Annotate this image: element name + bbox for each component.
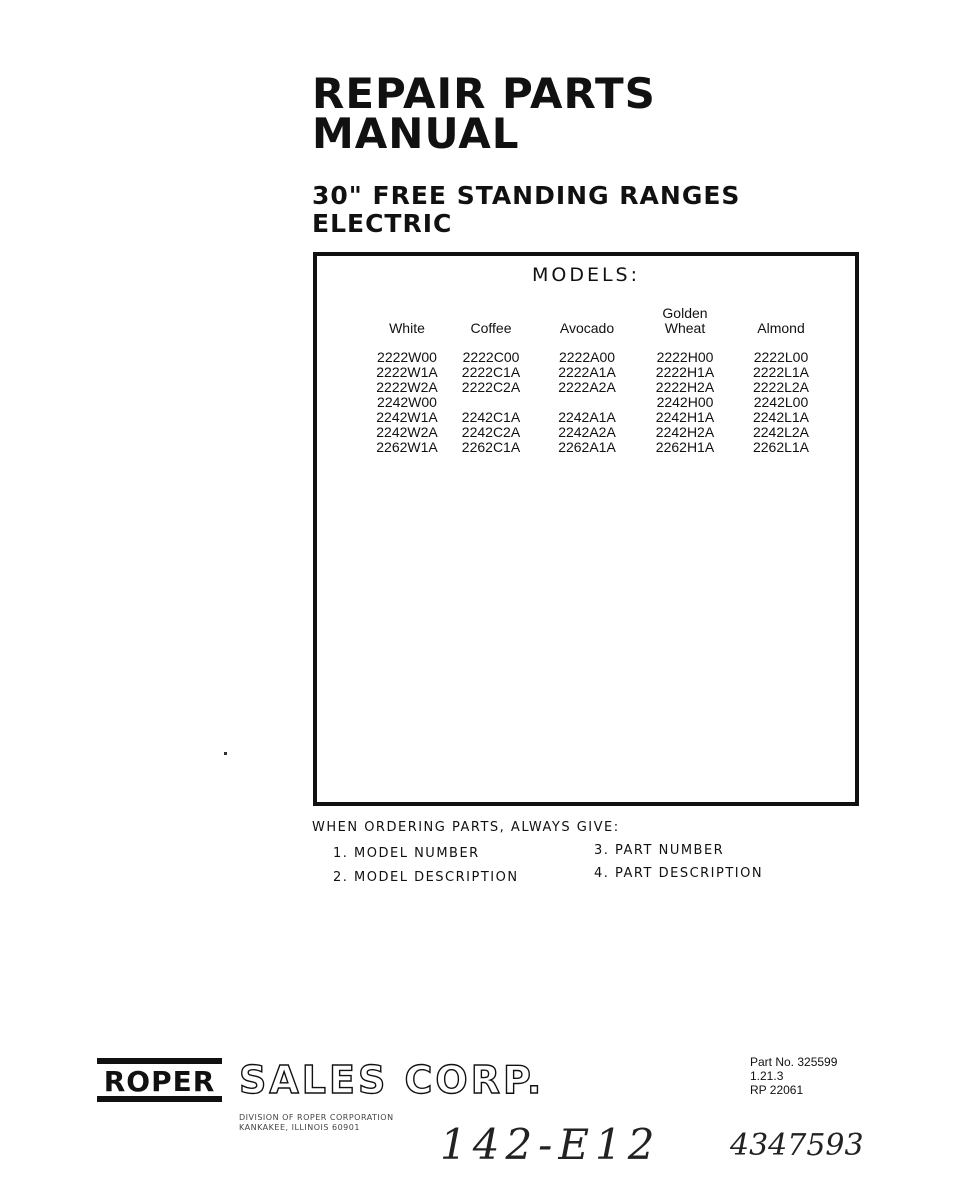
page-subtitle [312,182,740,238]
part-number-block [750,1055,837,1097]
models-heading: MODELS: [531,264,641,286]
model-number: 2222A2A [558,379,616,395]
model-number: 2222L00 [753,349,809,365]
model-number: 2242L1A [752,409,810,425]
model-number: 2262H1A [655,439,715,455]
model-number: 2222C2A [461,379,521,395]
model-number: 2222W1A [376,364,438,380]
model-number: 2242A1A [558,409,616,425]
model-number: 2262C1A [461,439,521,455]
column-header: Avocado [559,320,615,336]
models-box [313,252,859,806]
handwritten-note-2: 4347593 [730,1128,864,1163]
ordering-item-1: 1. MODEL NUMBER [333,846,480,861]
models-column-almond [741,302,821,455]
model-number: 2222H00 [656,349,714,365]
model-number: 2242L00 [753,394,809,410]
handwritten-note-1: 142-E12 [440,1120,661,1169]
model-number: 2222L1A [752,364,810,380]
model-number: 2242H2A [655,424,715,440]
roper-logo-text: ROPER [103,1065,216,1098]
subtitle-line-2: ELECTRIC [312,209,453,238]
ordering-intro: WHEN ORDERING PARTS, ALWAYS GIVE: [312,820,620,835]
model-number [547,395,627,410]
model-number: 2242C1A [461,409,521,425]
model-number: 2222H1A [655,364,715,380]
model-number: 2242H1A [655,409,715,425]
model-number: 2222H2A [655,379,715,395]
model-number: 2242W00 [377,394,437,410]
model-number: 2222L2A [752,379,810,395]
roper-logo [97,1058,222,1102]
models-column-coffee [451,302,531,455]
column-header: Golden Wheat [662,305,708,336]
model-number: 2222A00 [558,349,616,365]
page-title [312,69,656,158]
title-line-2: MANUAL [312,109,520,158]
column-header: Coffee [470,320,512,336]
model-number: 2222C1A [461,364,521,380]
model-number: 2262L1A [752,439,810,455]
model-number: 2262A1A [558,439,616,455]
company-name: SALES CORP. [239,1058,545,1102]
column-header: White [389,320,425,336]
revision: 1.21.3 [750,1069,784,1083]
model-number: 2222W2A [376,379,438,395]
models-column-golden-wheat [645,302,725,455]
model-number: 2222W00 [377,349,437,365]
model-number: 2242L2A [752,424,810,440]
rp-number: RP 22061 [750,1083,804,1097]
column-header: Almond [757,320,805,336]
subtitle-line-1: 30" FREE STANDING RANGES [312,181,741,210]
speck [224,752,227,755]
ordering-item-2: 2. MODEL DESCRIPTION [333,870,519,885]
part-number: Part No. 325599 [750,1055,838,1069]
title-line-1: REPAIR PARTS [312,69,656,118]
model-number: 2222C00 [462,349,520,365]
ordering-item-3: 3. PART NUMBER [594,843,725,858]
model-number: 2262W1A [376,439,438,455]
model-number: 2222A1A [558,364,616,380]
model-number: 2242H00 [656,394,714,410]
model-number: 2242W2A [376,424,438,440]
division-line-1: DIVISION OF ROPER CORPORATION [239,1113,394,1122]
model-number [451,395,531,410]
models-column-white [367,302,447,455]
model-number: 2242C2A [461,424,521,440]
model-number: 2242A2A [558,424,616,440]
division-text [239,1113,394,1133]
ordering-item-4: 4. PART DESCRIPTION [594,866,764,881]
model-number: 2242W1A [376,409,438,425]
models-column-avocado [547,302,627,455]
division-line-2: KANKAKEE, ILLINOIS 60901 [239,1123,360,1132]
